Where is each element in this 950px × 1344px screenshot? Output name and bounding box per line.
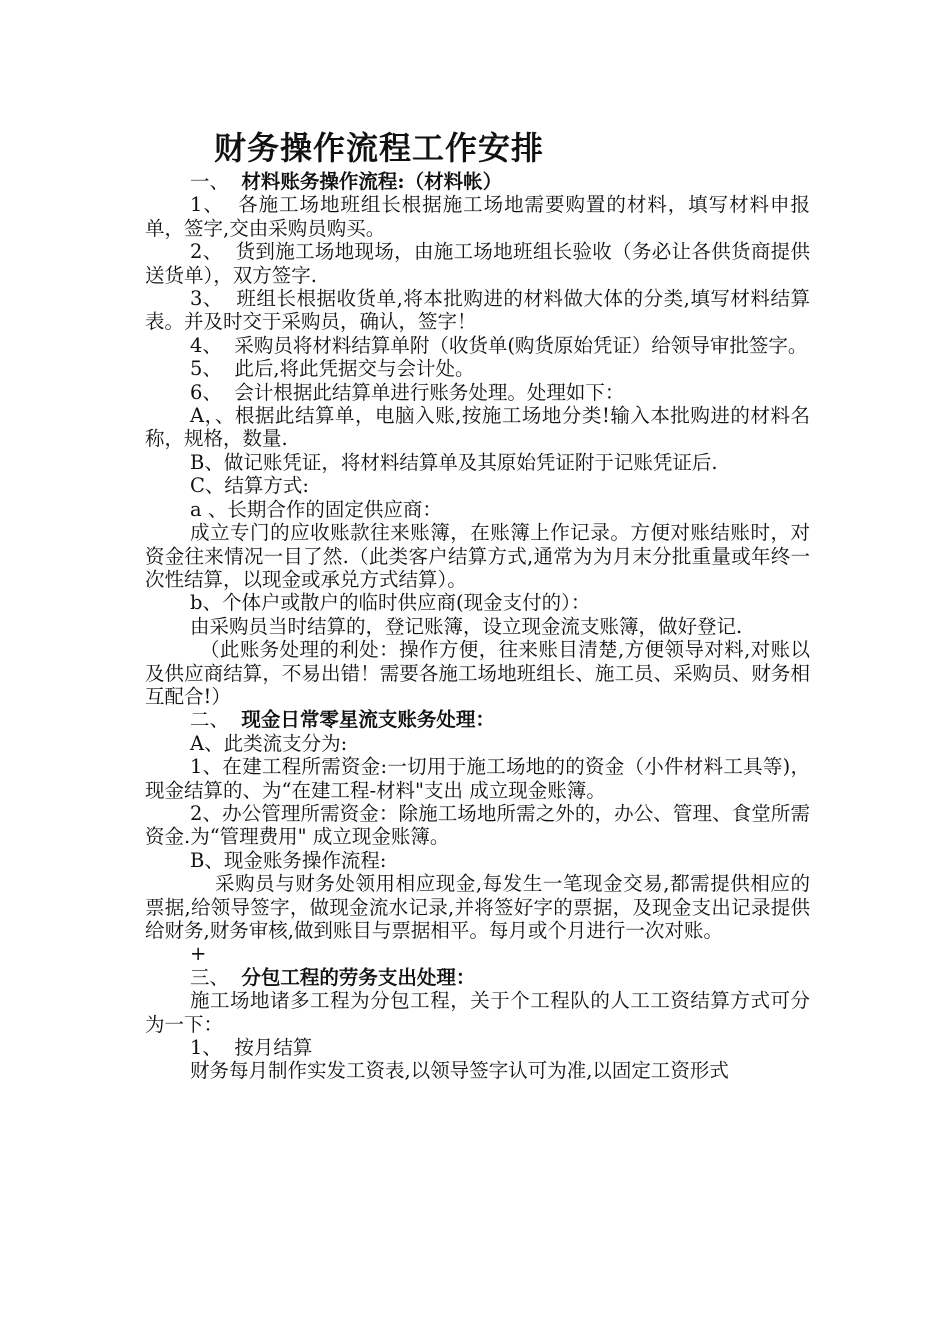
paragraph-text: 采购员与财务处领用相应现金,每发生一笔现金交易,都需提供相应的票据,给领导签字，做现金流水记录,并将签好字的票据，及现金支出记录提供给财务,财务审核,做到账目与票据相平。每月或个月进行一次对账。	[145, 872, 810, 942]
paragraph-text: 各施工场地班组长根据施工场地需要购置的材料，填写材料申报单，签字,交由采购员购买。	[145, 193, 810, 240]
paragraph	[145, 357, 810, 380]
paragraph-number: 1、	[190, 1036, 222, 1060]
paragraph	[145, 240, 810, 287]
paragraph-number: 二、	[190, 708, 230, 732]
paragraph	[145, 591, 810, 614]
paragraph-number: 3、	[190, 287, 223, 311]
paragraph-text: +	[190, 942, 207, 966]
paragraph-number: 1、	[190, 193, 224, 217]
paragraph-text: 1、在建工程所需资金:一切用于施工场地的的资金（小件材料工具等)，现金结算的、为“在建工程-材料"支出 成立现金账簿。	[145, 755, 810, 802]
paragraph	[145, 638, 810, 708]
paragraph-text: A、此类流支分为:	[190, 731, 348, 755]
paragraph	[145, 1059, 810, 1082]
paragraph-text: 此后,将此凭据交与会计处。	[234, 357, 475, 381]
paragraph-text: （此账务处理的利处：操作方便，往来账目清楚,方便领导对料,对账以及供应商结算，不易出错！需要各施工场地班组长、施工员、采购员、财务相互配合!）	[145, 638, 810, 708]
document-title: 财务操作流程工作安排	[214, 129, 545, 167]
paragraph	[145, 498, 810, 521]
paragraph-number: 5、	[190, 357, 222, 381]
paragraph-text: A，、根据此结算单，电脑入账,按施工场地分类!输入本批购进的材料名称，规格，数量.	[145, 404, 810, 451]
paragraph	[145, 521, 810, 591]
paragraph-text: 货到施工场地现场，由施工场地班组长验收（务必让各供货商提供送货单），双方签字.	[145, 240, 810, 287]
paragraph	[145, 966, 810, 989]
paragraph	[145, 732, 810, 755]
paragraph-text: 由采购员当时结算的，登记账簿，设立现金流支账簿，做好登记.	[190, 614, 743, 638]
paragraph	[145, 615, 810, 638]
paragraph	[145, 193, 810, 240]
paragraph-text: 施工场地诸多工程为分包工程，关于个工程队的人工工资结算方式可分为一下：	[145, 989, 810, 1036]
paragraph-text: 班组长根据收货单,将本批购进的材料做大体的分类,填写材料结算表。并及时交于采购员，确认，签字！	[145, 287, 810, 334]
paragraph-number: 一、	[190, 170, 230, 193]
paragraph-text: B、做记账凭证，将材料结算单及其原始凭证附于记账凭证后.	[190, 450, 718, 474]
paragraph	[145, 287, 810, 334]
paragraph-text: a 、长期合作的固定供应商：	[190, 497, 442, 521]
paragraph	[145, 942, 810, 965]
section-heading: 现金日常零星流支账务处理：	[241, 708, 495, 732]
paragraph-number: 三、	[190, 965, 230, 989]
paragraph	[145, 474, 810, 497]
paragraph	[145, 849, 810, 872]
document-body	[145, 170, 810, 1083]
paragraph	[145, 755, 810, 802]
paragraph-text: B、现金账务操作流程:	[190, 848, 387, 872]
paragraph-number: 2、	[190, 240, 223, 264]
section-heading: 分包工程的劳务支出处理：	[241, 965, 476, 989]
paragraph	[145, 170, 810, 193]
paragraph-text: C、结算方式:	[190, 474, 309, 498]
paragraph-text: 会计根据此结算单进行账务处理。处理如下：	[234, 380, 625, 404]
paragraph	[145, 381, 810, 404]
paragraph-number: 4、	[190, 333, 222, 357]
paragraph	[145, 404, 810, 451]
section-heading: 材料账务操作流程:（材料帐）	[241, 170, 503, 193]
paragraph	[145, 989, 810, 1036]
paragraph	[145, 1036, 810, 1059]
paragraph	[145, 334, 810, 357]
paragraph-number: 6、	[190, 380, 222, 404]
paragraph-text: 采购员将材料结算单附（收货单(购货原始凭证）给领导审批签字。	[234, 333, 808, 357]
paragraph-text: 按月结算	[234, 1036, 313, 1060]
paragraph	[145, 872, 810, 942]
paragraph-text: 成立专门的应收账款往来账簿，在账簿上作记录。方便对账结账时，对资金往来情况一目了然.（此类客户结算方式,通常为为月末分批重量或年终一次性结算，以现金或承兑方式结算）。	[145, 521, 810, 591]
paragraph-text: b、个体户或散户的临时供应商(现金支付的）：	[190, 591, 591, 615]
paragraph	[145, 802, 810, 849]
paragraph	[145, 708, 810, 731]
paragraph-text: 财务每月制作实发工资表,以领导签字认可为准,以固定工资形式	[190, 1059, 729, 1083]
paragraph	[145, 451, 810, 474]
paragraph-text: 2、办公管理所需资金：除施工场地所需之外的，办公、管理、食堂所需资金.为“管理费用" 成立现金账簿。	[145, 801, 810, 849]
